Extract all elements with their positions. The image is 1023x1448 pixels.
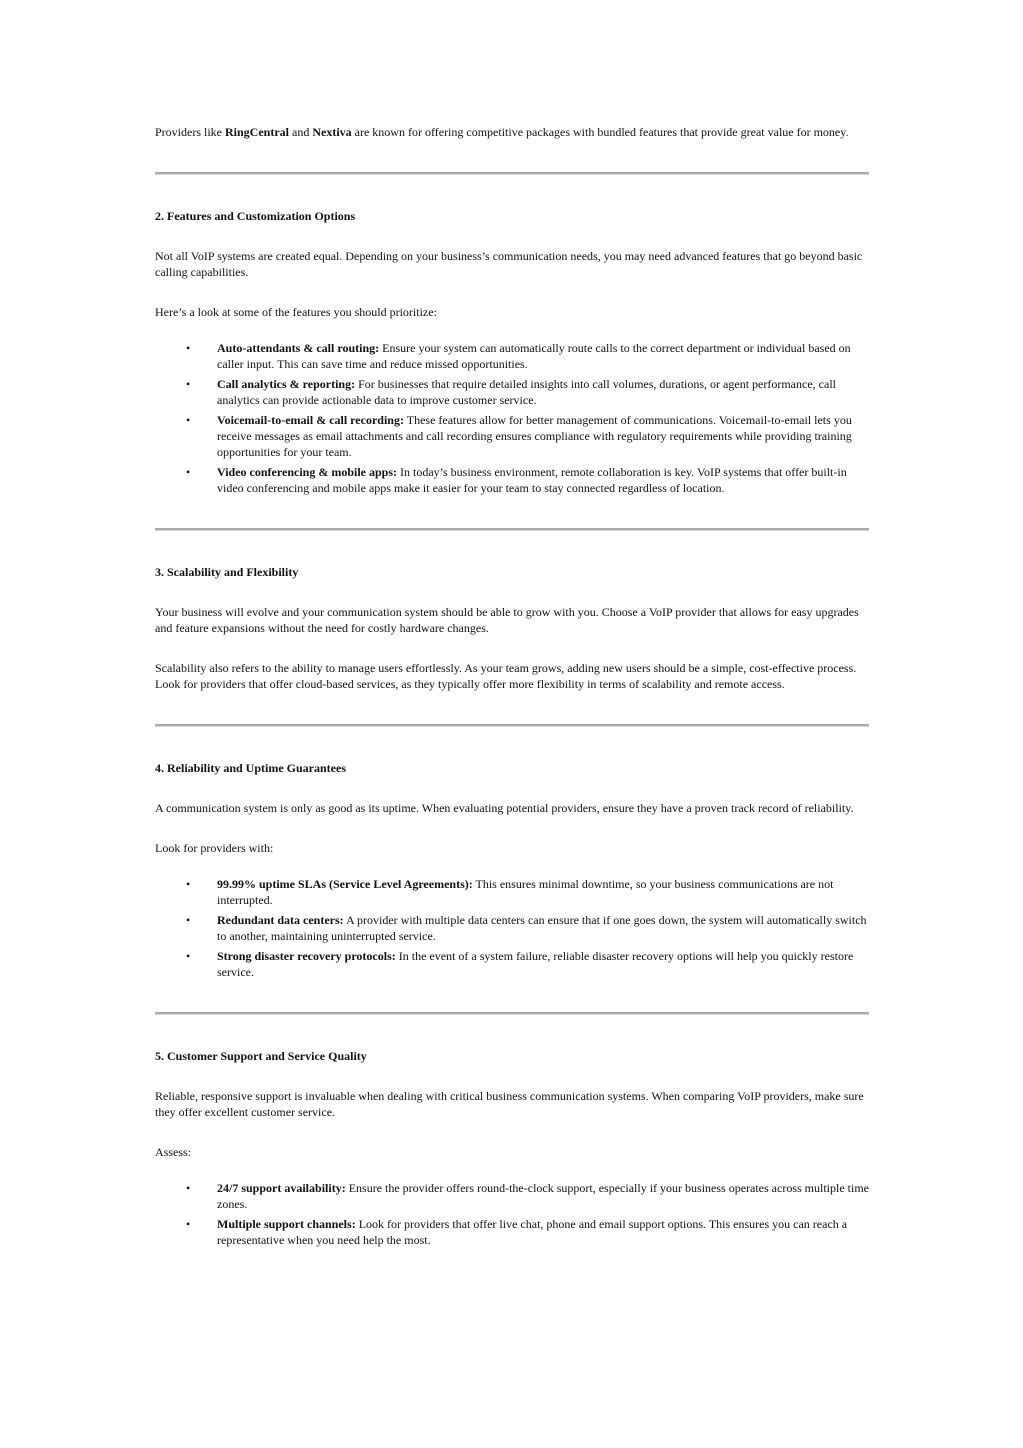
bullet-list [155,340,869,496]
list-item [155,376,869,408]
list-item [155,876,869,908]
bullet-icon: • [186,413,191,427]
paragraph: A communication system is only as good as its uptime. When evaluating potential providers, ensure they have a proven track record of reliability. [155,801,854,815]
brand-nextiva: Nextiva [312,125,352,139]
bullet-icon: • [186,949,191,963]
item-text: Ensure the provider offers round-the-clock support, especially if your business operates across multiple time zones. [217,1181,869,1211]
item-title: Call analytics & reporting: [217,377,356,391]
paragraph: Your business will evolve and your communication system should be able to grow with you. Choose a VoIP provider that allows for easy upgrades and feature expansions without the need for costly hardware changes. [155,605,859,635]
list-item [155,464,869,496]
bullet-icon: • [186,1217,191,1231]
item-title: 99.99% uptime SLAs (Service Level Agreements): [217,877,473,891]
brand-ringcentral: RingCentral [225,125,289,139]
item-text: Look for providers that offer live chat, phone and email support options. This ensures you can reach a representative when you need help the most. [217,1217,848,1247]
item-title: Video conferencing & mobile apps: [217,465,397,479]
paragraph: Here’s a look at some of the features you should prioritize: [155,305,437,319]
section-heading: 3. Scalability and Flexibility [155,565,299,579]
bullet-icon: • [186,877,191,891]
bullet-icon: • [186,377,191,391]
intro-text: are known for offering competitive packages with bundled features that provide great value for money. [351,125,849,139]
item-title: Multiple support channels: [217,1217,356,1231]
item-title: Voicemail-to-email & call recording: [217,413,404,427]
list-item [155,412,869,460]
section-support [155,1015,869,1252]
paragraph: Assess: [155,1145,192,1159]
list-item [155,340,869,372]
item-text: In today’s business environment, remote collaboration is key. VoIP systems that offer built-in video conferencing and mobile apps make it easier for your team to stay connected regardless of location. [217,465,847,495]
section-scalability [155,531,869,692]
section-reliability [155,727,869,984]
section-heading: 2. Features and Customization Options [155,209,356,223]
paragraph: Scalability also refers to the ability to manage users effortlessly. As your team grows, adding new users should be a simple, cost-effective process. Look for providers that offer cloud-based services, as they typically offer more flexibility in terms of scalability and remote access. [155,661,857,691]
bullet-icon: • [186,913,191,927]
item-title: Auto-attendants & call routing: [217,341,380,355]
document-page [155,124,869,1280]
paragraph: Reliable, responsive support is invaluable when dealing with critical business communication systems. When comparing VoIP providers, make sure they offer excellent customer service. [155,1089,864,1119]
bullet-icon: • [186,1181,191,1195]
intro-paragraph [155,124,869,140]
intro-text: Providers like [155,125,225,139]
item-title: 24/7 support availability: [217,1181,346,1195]
item-title: Redundant data centers: [217,913,344,927]
item-text: Ensure your system can automatically route calls to the correct department or individual based on caller input. This can save time and reduce missed opportunities. [217,341,851,371]
bullet-list [155,1180,869,1248]
item-text: This ensures minimal downtime, so your business communications are not interrupted. [217,877,834,907]
paragraph: Look for providers with: [155,841,274,855]
section-heading: 4. Reliability and Uptime Guarantees [155,761,346,775]
item-text: In the event of a system failure, reliable disaster recovery options will help you quickly restore service. [217,949,854,979]
list-item [155,912,869,944]
section-features [155,175,869,500]
bullet-list [155,876,869,980]
section-heading: 5. Customer Support and Service Quality [155,1049,367,1063]
item-text: For businesses that require detailed insights into call volumes, durations, or agent performance, call analytics can provide actionable data to improve customer service. [217,377,836,407]
bullet-icon: • [186,341,191,355]
item-text: These features allow for better management of communications. Voicemail-to-email lets you receive messages as email attachments and call recording ensures compliance with regulatory requirements while providing training opportunities for your team. [217,413,852,459]
bullet-icon: • [186,465,191,479]
item-text: A provider with multiple data centers can ensure that if one goes down, the system will automatically switch to another, maintaining uninterrupted service. [217,913,867,943]
item-title: Strong disaster recovery protocols: [217,949,396,963]
intro-text: and [289,125,313,139]
list-item [155,1216,869,1248]
list-item [155,1180,869,1212]
list-item [155,948,869,980]
paragraph: Not all VoIP systems are created equal. Depending on your business’s communication needs, you may need advanced features that go beyond basic calling capabilities. [155,249,863,279]
